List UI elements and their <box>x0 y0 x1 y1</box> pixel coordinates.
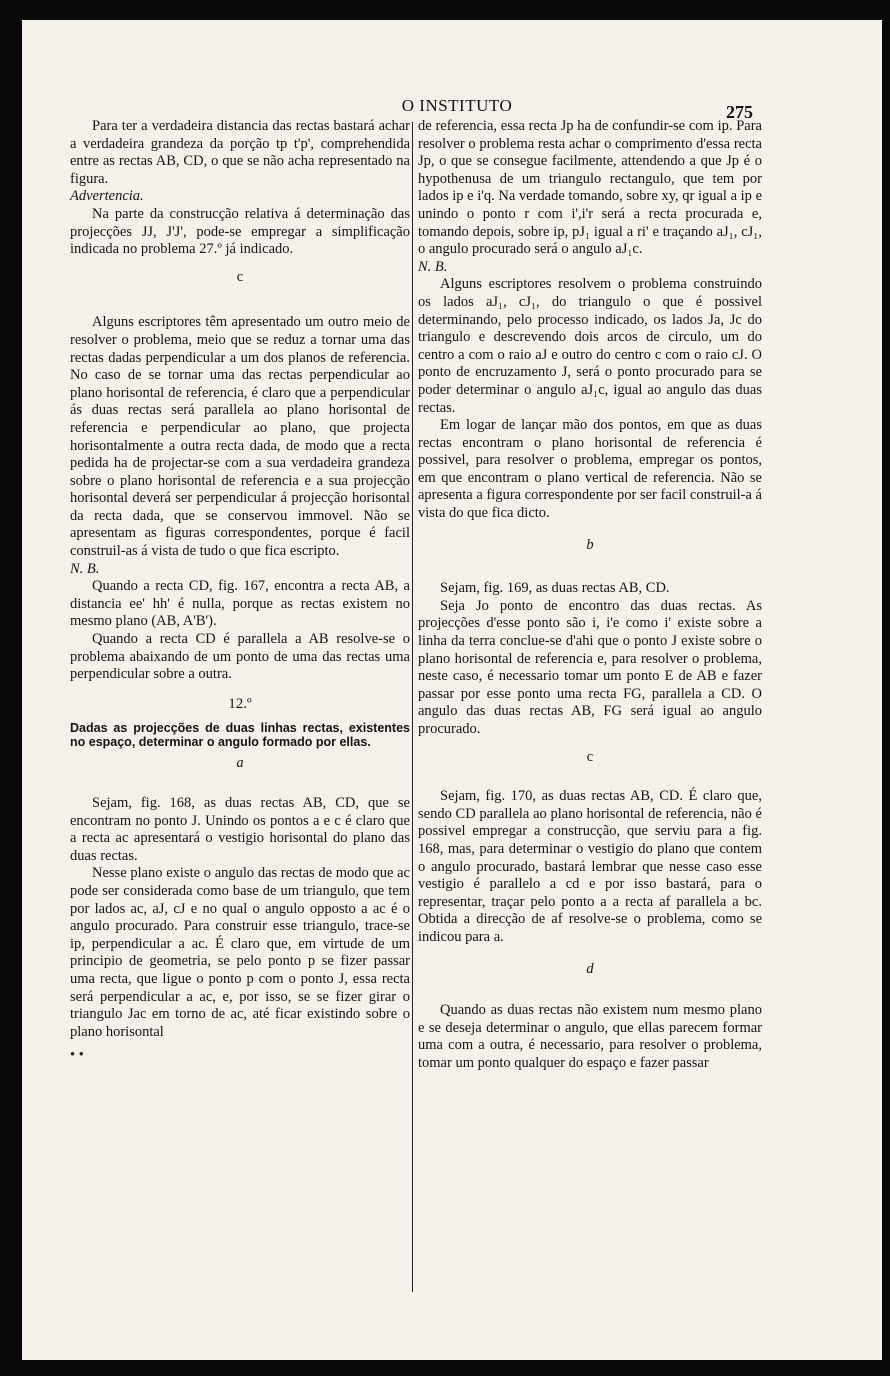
paragraph: Para ter a verdadeira distancia das rectas bastará achar a verdadeira grandeza da porção tp t'p', comprehendida entre as rectas AB, CD, o que se não acha representado na figura. <box>70 118 410 187</box>
paragraph: Em logar de lançar mão dos pontos, em que as duas rectas encontram o plano horisontal de referencia é possivel, para resolver o problema, empregar os pontos, em que encontram o plano vertical de referencia. Não se apresenta a figura correspondente por ser facil construil-a á vista do que fica dicto. <box>418 417 762 522</box>
right-column <box>418 118 762 1073</box>
page-header <box>22 78 882 122</box>
left-column <box>70 118 410 1065</box>
page-number: 275 <box>726 102 753 122</box>
subsection-label: d <box>586 960 594 977</box>
subsection-label: c <box>236 268 244 285</box>
paragraph: Sejam, fig. 169, as duas rectas AB, CD. <box>440 580 670 597</box>
paragraph: Alguns escriptores resolvem o problema construindo os lados aJ₁, cJ₁, do triangulo o que é possivel determinando, pelo processo indicado, os lados Ja, Jc do triangulo e descrevendo dois arcos de circulo, um do centro a com o raio aJ e outro do centro c com o raio cJ. O ponto de encruzamento J, será o ponto procurado para se poder determinar o angulo aJ₁c, igual ao angulo das duas rectas. <box>418 276 762 416</box>
paragraph: Sejam, fig. 170, as duas rectas AB, CD. É claro que, sendo CD parallela ao plano horisontal de referencia, não é possivel empregar a construcção, que serviu para a fig. 168, mas, para determinar o vestigio do plano que contem o angulo procurado, bastará lembrar que nesse caso esse vestigio é parallelo a cd e por isso bastará, para o representar, traçar pelo ponto a a recta af parallela a bc. Obtida a direcção de af resolve-se o problema, como se indicou para a. <box>418 788 762 945</box>
column-divider <box>412 122 413 1292</box>
subsection-label: a <box>236 755 244 772</box>
subsection-label: c <box>586 748 594 765</box>
subsection-label: b <box>586 536 594 553</box>
paragraph: Na parte da construcção relativa á determinação das projecções JJ, J'J', pode-se empregar a simplificação indicada no problema 27.º já indicado. <box>70 205 410 258</box>
section-title: Dadas as projecções de duas linhas rectas, existentes no espaço, determinar o angulo formado por ellas. <box>70 721 410 750</box>
advertencia-label: Advertencia. <box>70 188 144 205</box>
paragraph: Sejam, fig. 168, as duas rectas AB, CD, que se encontram no ponto J. Unindo os pontos a e c é claro que a recta ac apresentará o vestigio horisontal do plano das duas rectas. <box>70 795 410 864</box>
paragraph: Nesse plano existe o angulo das rectas de modo que ac pode ser considerada como base de um triangulo, que tem por lados ac, aJ, cJ e no qual o angulo opposto a ac é o angulo procurado. Para construir esse triangulo, trace-se ip, perpendicular a ac. É claro que, em virtude de um principio de geometria, se pelo ponto p se fizer passar uma recta, que ligue o ponto p com o ponto J, essa recta será perpendicular a ac, e, por isso, se se fizer girar o triangulo Jac em torno de ac, até ficar existindo sobre o plano horisontal <box>70 865 410 1040</box>
paragraph: Seja Jo ponto de encontro das duas rectas. As projecções d'esse ponto são i, i'e como i' existe sobre a linha da terra conclue-se d'ahi que o ponto J existe sobre o plano horisontal de referencia e, para resolver o problema, neste caso, é necessario tomar um ponto E de AB e fazer passar por esse ponto uma recta FG, parallela a CD. O angulo das duas rectas AB, FG será igual ao angulo procurado. <box>418 597 762 737</box>
paragraph: Quando a recta CD, fig. 167, encontra a recta AB, a distancia ee' hh' é nulla, porque as rectas existem no mesmo plano (AB, A'B'). <box>70 578 410 630</box>
trailing-dots: • • <box>70 1047 84 1064</box>
section-number: 12.º <box>228 695 252 712</box>
nb-label: N. B. <box>70 560 100 577</box>
paragraph: Quando as duas rectas não existem num mesmo plano e se deseja determinar o angulo, que ellas parecem formar uma com a outra, é necessario, para resolver o problema, tomar um ponto qualquer do espaço e fazer passar <box>418 1002 762 1071</box>
running-title: O INSTITUTO <box>401 96 513 115</box>
paragraph: de referencia, essa recta Jp ha de confundir-se com ip. Para resolver o problema resta achar o comprimento d'essa recta Jp, o que se consegue facilmente, attendendo a que Jp é o hypothenusa de um triangulo rectangulo, que tem por lados ip e i'q. Na verdade tomando, sobre xy, qr igual a ip e unindo o ponto r com i',i'r será a recta procurada e, tomando depois, sobre ip, pJ₁ igual a ri' e traçando aJ₁, cJ₁, o angulo procurado será o angulo aJ₁c. <box>418 118 762 258</box>
nb-label: N. B. <box>418 258 448 275</box>
book-page <box>22 20 882 1360</box>
paragraph: Alguns escriptores têm apresentado um outro meio de resolver o problema, meio que se reduz a tornar uma das rectas dadas perpendicular a um dos planos de referencia. No caso de se tornar uma das rectas perpendicular ao plano horisontal de referencia, é claro que a perpendicular ás duas rectas será parallela ao plano horisontal de referencia e perpendicular ao plano, que projecta horisontalmente a outra recta dada, de modo que a recta pedida ha de projectar-se com a sua verdadeira grandeza sobre o plano horisontal de referencia e a sua projecção horisontal deverá ser perpendicular á projecção horisontal da recta dada, que se conservou immovel. Não se apresentam as figuras correspondentes, porque é facil construil-as á vista de tudo o que fica escripto. <box>70 314 410 560</box>
paragraph: Quando a recta CD é parallela a AB resolve-se o problema abaixando de um ponto de uma das rectas uma perpendicular sobre a outra. <box>70 631 410 683</box>
